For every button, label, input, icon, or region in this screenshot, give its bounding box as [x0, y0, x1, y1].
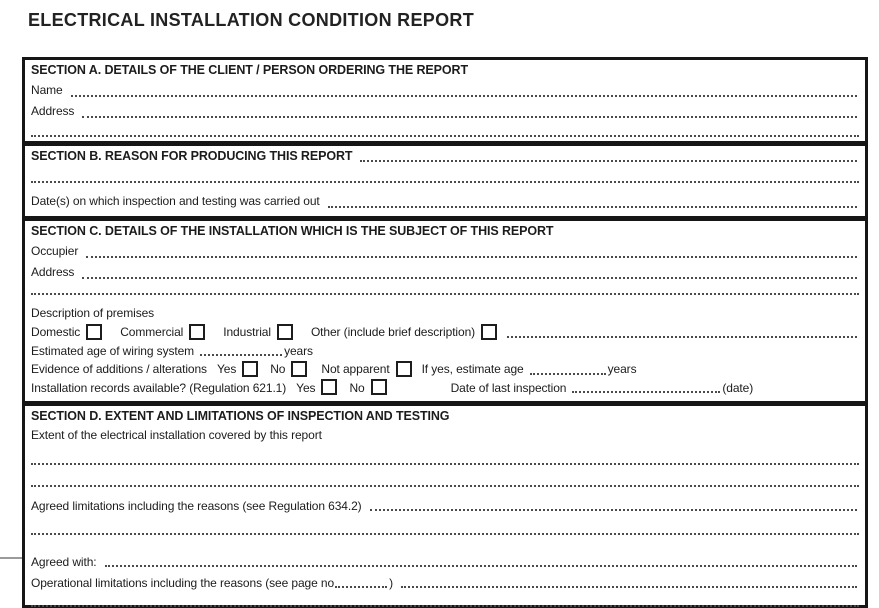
records-available-label: Installation records available? (Regulation 621.1)	[31, 381, 287, 395]
premises-option-domestic-label: Domestic	[31, 325, 81, 339]
last-inspection-unit: (date)	[722, 381, 754, 395]
extent-field-line2[interactable]	[31, 483, 859, 487]
dates-carried-out-label: Date(s) on which inspection and testing was carried out	[31, 194, 320, 208]
checkbox-evidence-yes[interactable]	[242, 361, 258, 377]
estimated-age-field[interactable]	[200, 353, 282, 356]
installation-address-label: Address	[31, 265, 75, 279]
checkbox-other[interactable]	[481, 324, 497, 340]
estimated-age-unit: years	[284, 344, 313, 358]
name-label: Name	[31, 83, 63, 97]
agreed-limitations-label: Agreed limitations including the reasons (see Regulation 634.2)	[31, 499, 362, 513]
address-field-line2[interactable]	[31, 133, 859, 137]
evidence-yes-label: Yes	[216, 362, 237, 376]
installation-address-field[interactable]	[82, 276, 857, 279]
installation-address-field-line2[interactable]	[31, 291, 859, 295]
operational-limitations-close: )	[389, 576, 393, 590]
extent-field-line1[interactable]	[31, 461, 859, 465]
last-inspection-label: Date of last inspection	[450, 381, 567, 395]
checkbox-industrial[interactable]	[277, 324, 293, 340]
report-form	[22, 57, 868, 608]
premises-option-commercial-label: Commercial	[120, 325, 184, 339]
section-d	[22, 403, 868, 608]
premises-option-industrial-label: Industrial	[223, 325, 271, 339]
section-b-heading: SECTION B. REASON FOR PRODUCING THIS REPORT	[31, 149, 353, 163]
estimate-age-field[interactable]	[530, 372, 606, 375]
records-no-label: No	[349, 381, 365, 395]
occupier-field[interactable]	[86, 255, 857, 258]
evidence-not-apparent-label: Not apparent	[321, 362, 390, 376]
premises-label: Description of premises	[31, 306, 155, 320]
estimate-age-unit: years	[607, 362, 637, 376]
extent-label: Extent of the electrical installation covered by this report	[31, 428, 322, 442]
agreed-limitations-field[interactable]	[370, 508, 857, 511]
section-b	[22, 143, 868, 219]
address-label: Address	[31, 104, 75, 118]
checkbox-records-yes[interactable]	[321, 379, 337, 395]
page-edge	[0, 557, 22, 559]
checkbox-records-no[interactable]	[371, 379, 387, 395]
checkbox-commercial[interactable]	[189, 324, 205, 340]
premises-option-other-label: Other (include brief description)	[310, 325, 476, 339]
estimated-age-label: Estimated age of wiring system	[31, 344, 195, 358]
estimate-age-label: If yes, estimate age	[421, 362, 524, 376]
checkbox-domestic[interactable]	[86, 324, 102, 340]
agreed-limitations-field-line2[interactable]	[31, 531, 859, 535]
reason-field[interactable]	[360, 159, 857, 162]
dates-carried-out-field[interactable]	[328, 205, 857, 208]
section-c-heading: SECTION C. DETAILS OF THE INSTALLATION WHICH IS THE SUBJECT OF THIS REPORT	[31, 224, 554, 238]
agreed-with-field[interactable]	[105, 564, 857, 567]
name-field[interactable]	[71, 94, 857, 97]
checkbox-evidence-no[interactable]	[291, 361, 307, 377]
reason-field-line2[interactable]	[31, 179, 859, 183]
section-d-heading: SECTION D. EXTENT AND LIMITATIONS OF INSPECTION AND TESTING	[31, 409, 450, 423]
section-c	[22, 218, 868, 404]
operational-limitations-field[interactable]	[401, 585, 857, 588]
last-inspection-field[interactable]	[572, 390, 720, 393]
address-field[interactable]	[82, 115, 857, 118]
evidence-no-label: No	[270, 362, 286, 376]
evidence-label: Evidence of additions / alterations	[31, 362, 207, 376]
occupier-label: Occupier	[31, 244, 79, 258]
operational-page-no-field[interactable]	[335, 585, 387, 588]
other-description-field[interactable]	[507, 335, 857, 338]
checkbox-evidence-not-apparent[interactable]	[396, 361, 412, 377]
records-yes-label: Yes	[296, 381, 316, 395]
operational-limitations-field-line2[interactable]	[31, 603, 859, 607]
section-a	[22, 57, 868, 144]
section-a-heading: SECTION A. DETAILS OF THE CLIENT / PERSON ORDERING THE REPORT	[31, 63, 468, 77]
operational-limitations-label: Operational limitations including the reasons (see page no	[31, 576, 335, 590]
page-title: ELECTRICAL INSTALLATION CONDITION REPORT	[28, 10, 474, 30]
agreed-with-label: Agreed with:	[31, 555, 97, 569]
